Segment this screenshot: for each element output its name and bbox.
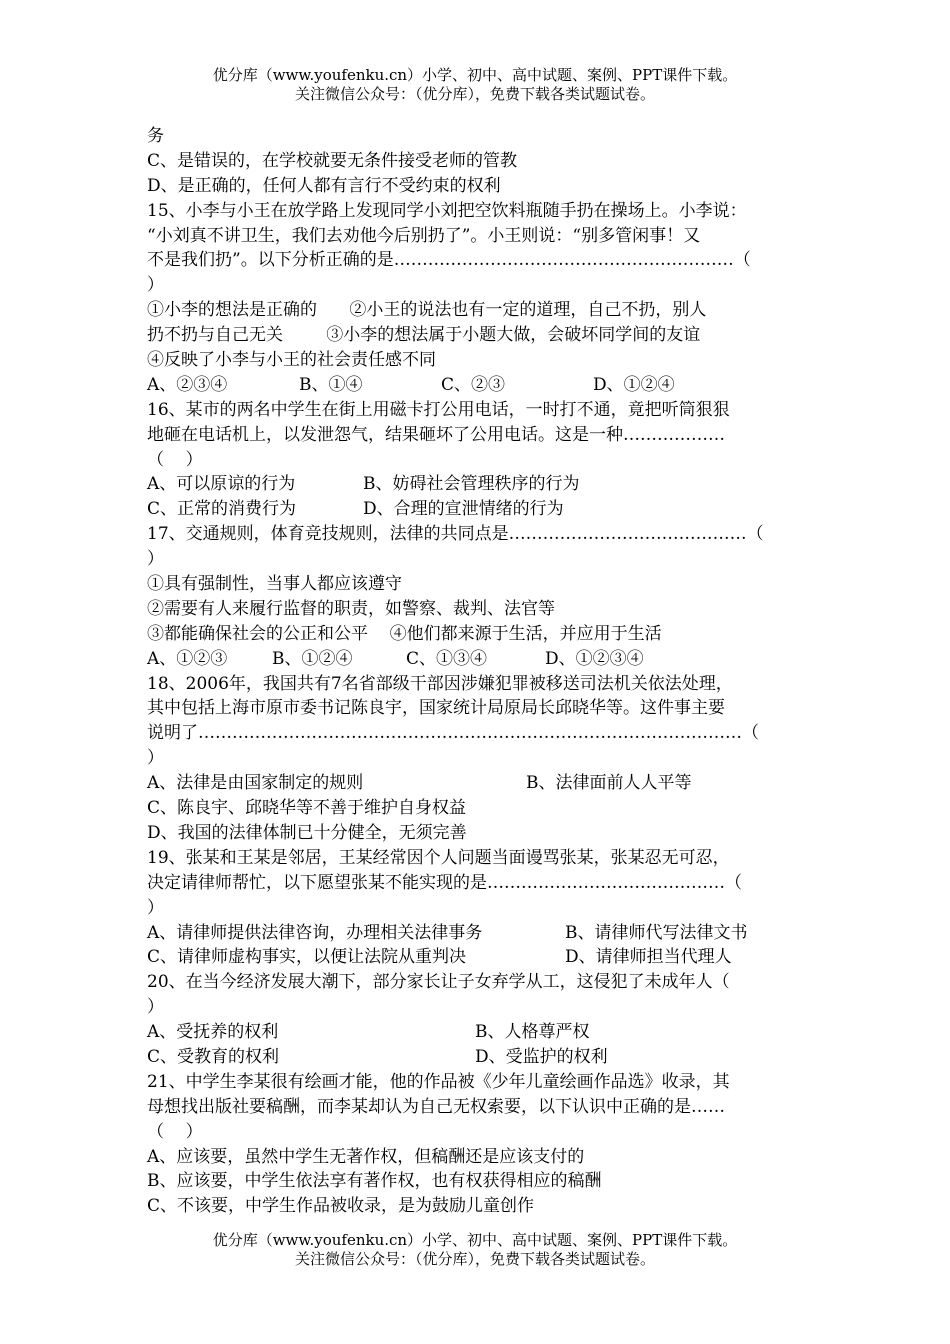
option-b: B、①④ xyxy=(299,374,363,395)
question-content xyxy=(147,124,807,1219)
header-line-1: 优分库（www.youfenku.cn）小学、初中、高中试题、案例、PPT课件下载。 xyxy=(212,66,738,84)
question-20-stem: 20、在当今经济发展大潮下，部分家长让子女弃学从工，这侵犯了未成年人（ xyxy=(147,972,730,993)
options-q16-cd xyxy=(147,497,807,522)
option-d: D、合理的宣泄情绪的行为 xyxy=(363,499,564,520)
text-line: ①具有强制性，当事人都应该遵守 xyxy=(147,574,402,595)
text-line: ①小李的想法是正确的 ②小王的说法也有一定的道理，自己不扔，别人 xyxy=(147,300,707,321)
text-line: 不是我们扔”。以下分析正确的是……………………………………………………（ xyxy=(147,250,751,271)
option-b: B、法律面前人人平等 xyxy=(526,773,692,794)
option-b: B、人格尊严权 xyxy=(475,1022,590,1043)
option-b: B、请律师代写法律文书 xyxy=(565,922,748,943)
answer-bracket: ） xyxy=(147,275,164,296)
option-b: B、应该要，中学生依法享有著作权，也有权获得相应的稿酬 xyxy=(147,1171,602,1192)
option-a: A、请律师提供法律咨询，办理相关法律事务 xyxy=(147,922,483,943)
text-line: ②需要有人来履行监督的职责，如警察、裁判、法官等 xyxy=(147,598,555,619)
text-line: 扔不扔与自己无关 ③小李的想法属于小题大做，会破坏同学间的友谊 xyxy=(147,325,701,346)
options-q18-ab xyxy=(147,771,807,796)
footer-line-1: 优分库（www.youfenku.cn）小学、初中、高中试题、案例、PPT课件下载。 xyxy=(212,1231,738,1249)
option-a: A、②③④ xyxy=(147,374,228,395)
header-line-2: 关注微信公众号：（优分库），免费下载各类试题试卷。 xyxy=(294,85,655,103)
option-a: A、可以原谅的行为 xyxy=(147,474,296,495)
option-d-q14: D、是正确的，任何人都有言行不受约束的权利 xyxy=(147,175,501,196)
options-q20-cd xyxy=(147,1045,807,1070)
question-17-stem: 17、交通规则，体育竞技规则，法律的共同点是……………………………………（ xyxy=(147,524,764,545)
text-line: 母想找出版社要稿酬，而李某却认为自己无权索要，以下认识中正确的是…… xyxy=(147,1096,725,1117)
option-a: A、应该要，虽然中学生无著作权，但稿酬还是应该支付的 xyxy=(147,1146,585,1167)
option-c-q14: C、是错误的，在学校就要无条件接受老师的管教 xyxy=(147,150,518,171)
text-line: 说明了……………………………………………………………………………………（ xyxy=(147,723,759,744)
question-16-stem: 16、某市的两名中学生在街上用磁卡打公用电话，一时打不通，竟把听筒狠狠 xyxy=(147,399,730,420)
answer-bracket: ） xyxy=(147,897,164,918)
option-d: D、①②③④ xyxy=(545,648,644,669)
text-line: 决定请律师帮忙，以下愿望张某不能实现的是……………………………………（ xyxy=(147,872,742,893)
question-15-stem: 15、小李与小王在放学路上发现同学小刘把空饮料瓶随手扔在操场上。小李说： xyxy=(147,200,747,221)
option-b: B、①②④ xyxy=(272,648,353,669)
text-line: 地砸在电话机上，以发泄怨气，结果砸坏了公用电话。这是一种……………… xyxy=(147,424,725,445)
answer-bracket: ） xyxy=(147,549,164,570)
text-line: 务 xyxy=(147,126,164,146)
question-19-stem: 19、张某和王某是邻居，王某经常因个人问题当面谩骂张某，张某忍无可忍， xyxy=(147,847,730,868)
option-c: C、正常的消费行为 xyxy=(147,499,297,520)
answer-bracket: （ ） xyxy=(147,449,203,470)
text-line: ③都能确保社会的公正和公平 ④他们都来源于生活，并应用于生活 xyxy=(147,623,662,644)
options-q16-ab xyxy=(147,472,807,497)
option-d: D、我国的法律体制已十分健全，无须完善 xyxy=(147,822,467,843)
options-q20-ab xyxy=(147,1020,807,1045)
option-a: A、法律是由国家制定的规则 xyxy=(147,773,364,794)
options-q17 xyxy=(147,647,807,672)
answer-bracket: （ ） xyxy=(147,1121,203,1142)
option-b: B、妨碍社会管理秩序的行为 xyxy=(363,474,580,495)
option-c: C、①③④ xyxy=(406,648,488,669)
option-c: C、不该要，中学生作品被收录，是为鼓励儿童创作 xyxy=(147,1196,535,1217)
options-q19-cd xyxy=(147,945,807,970)
option-a: A、受抚养的权利 xyxy=(147,1022,279,1043)
option-d: D、受监护的权利 xyxy=(475,1046,608,1067)
option-a: A、①②③ xyxy=(147,648,228,669)
page-header xyxy=(0,66,950,104)
text-line: ④反映了小李与小王的社会责任感不同 xyxy=(147,350,436,371)
option-c: C、请律师虚构事实，以便让法院从重判决 xyxy=(147,947,467,968)
footer-line-2: 关注微信公众号：（优分库），免费下载各类试题试卷。 xyxy=(294,1250,655,1268)
text-line: 其中包括上海市原市委书记陈良宇，国家统计局原局长邱晓华等。这件事主要 xyxy=(147,698,725,719)
answer-bracket: ） xyxy=(147,748,164,769)
option-c: C、受教育的权利 xyxy=(147,1046,280,1067)
question-18-stem: 18、2006年，我国共有7名省部级干部因涉嫌犯罪被移送司法机关依法处理， xyxy=(147,673,733,694)
option-d: D、请律师担当代理人 xyxy=(565,947,732,968)
options-q19-ab xyxy=(147,921,807,946)
options-q15 xyxy=(147,373,807,398)
option-d: D、①②④ xyxy=(593,374,675,395)
page-footer xyxy=(0,1231,950,1269)
question-21-stem: 21、中学生李某很有绘画才能，他的作品被《少年儿童绘画作品选》收录，其 xyxy=(147,1071,730,1092)
text-line: “小刘真不讲卫生，我们去劝他今后别扔了”。小王则说：“别多管闲事！又 xyxy=(147,225,701,246)
option-c: C、陈良宇、邱晓华等不善于维护自身权益 xyxy=(147,798,467,819)
answer-bracket: ） xyxy=(147,997,164,1018)
option-c: C、②③ xyxy=(441,374,506,395)
